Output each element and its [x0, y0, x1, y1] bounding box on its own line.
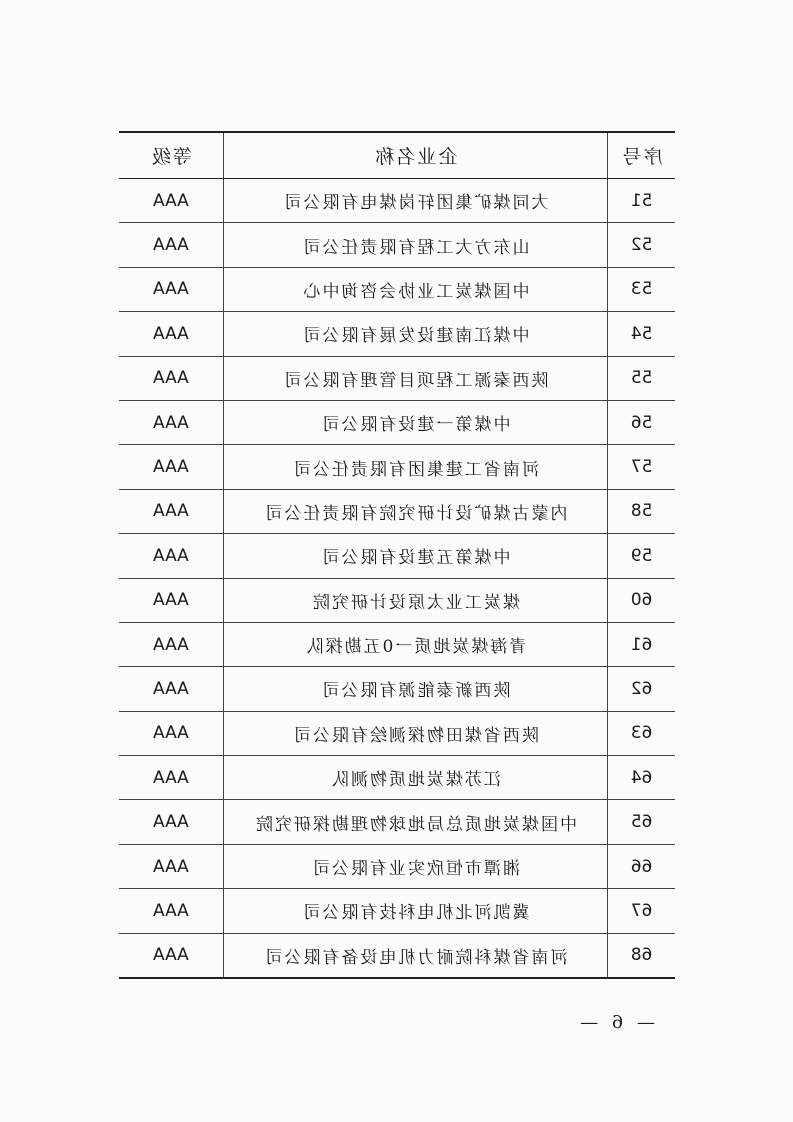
row-grade: AAA	[119, 356, 223, 400]
row-grade: AAA	[119, 933, 223, 978]
row-no: 58	[608, 489, 675, 533]
row-name: 内蒙古煤矿设计研究院有限责任公司	[223, 489, 607, 533]
table-row	[119, 578, 675, 622]
row-grade: AAA	[119, 400, 223, 444]
row-name: 河南省煤科院耐力机电设备有限公司	[223, 933, 607, 978]
row-no: 64	[608, 756, 675, 800]
table-row	[119, 756, 675, 800]
row-name: 中国煤炭地质总局地球物理勘探研究院	[223, 800, 607, 844]
row-name: 陕西省煤田物探测绘有限公司	[223, 711, 607, 755]
row-name: 中煤第五建设有限公司	[223, 534, 607, 578]
row-grade: AAA	[119, 312, 223, 356]
row-name: 陕西新泰能源有限公司	[223, 667, 607, 711]
row-grade: AAA	[119, 889, 223, 933]
table-row	[119, 933, 675, 978]
row-name: 冀凯河北机电科技有限公司	[223, 889, 607, 933]
row-grade: AAA	[119, 578, 223, 622]
row-name: 山东方大工程有限责任公司	[223, 223, 607, 267]
table-row	[119, 267, 675, 311]
row-no: 63	[608, 711, 675, 755]
table-row	[119, 667, 675, 711]
row-grade: AAA	[119, 534, 223, 578]
table-body	[119, 179, 675, 979]
table-row	[119, 622, 675, 666]
row-name: 陕西秦源工程项目管理有限公司	[223, 356, 607, 400]
row-name: 湘潭市恒欣实业有限公司	[223, 844, 607, 888]
row-grade: AAA	[119, 489, 223, 533]
table-row	[119, 800, 675, 844]
row-grade: AAA	[119, 223, 223, 267]
table-row	[119, 223, 675, 267]
row-no: 66	[608, 844, 675, 888]
row-no: 55	[608, 356, 675, 400]
row-grade: AAA	[119, 756, 223, 800]
row-name: 大同煤矿集团轩岗煤电有限公司	[223, 179, 607, 223]
row-no: 65	[608, 800, 675, 844]
table-row	[119, 534, 675, 578]
row-name: 煤炭工业太原设计研究院	[223, 578, 607, 622]
row-no: 67	[608, 889, 675, 933]
header-no: 序号	[608, 132, 675, 179]
table-row	[119, 400, 675, 444]
row-grade: AAA	[119, 844, 223, 888]
table-row	[119, 711, 675, 755]
table-row	[119, 445, 675, 489]
row-name: 青海煤炭地质一0五勘探队	[223, 622, 607, 666]
row-grade: AAA	[119, 711, 223, 755]
header-grade: 等级	[119, 132, 223, 179]
table-row	[119, 844, 675, 888]
row-grade: AAA	[119, 445, 223, 489]
row-no: 68	[608, 933, 675, 978]
row-no: 52	[608, 223, 675, 267]
header-name: 企业名称	[223, 132, 607, 179]
row-no: 51	[608, 179, 675, 223]
row-grade: AAA	[119, 800, 223, 844]
row-no: 59	[608, 534, 675, 578]
row-no: 61	[608, 622, 675, 666]
row-grade: AAA	[119, 179, 223, 223]
row-name: 中煤江南建设发展有限公司	[223, 312, 607, 356]
row-no: 62	[608, 667, 675, 711]
row-grade: AAA	[119, 267, 223, 311]
table-row	[119, 889, 675, 933]
table-header-row	[119, 132, 675, 179]
row-no: 60	[608, 578, 675, 622]
row-no: 53	[608, 267, 675, 311]
enterprise-table	[119, 131, 675, 979]
row-no: 56	[608, 400, 675, 444]
row-name: 河南省工建集团有限责任公司	[223, 445, 607, 489]
row-name: 中煤第一建设有限公司	[223, 400, 607, 444]
row-no: 54	[608, 312, 675, 356]
page-number: — 6 —	[576, 1012, 655, 1033]
row-grade: AAA	[119, 622, 223, 666]
table-row	[119, 312, 675, 356]
row-grade: AAA	[119, 667, 223, 711]
row-name: 中国煤炭工业协会咨询中心	[223, 267, 607, 311]
row-no: 57	[608, 445, 675, 489]
table-row	[119, 489, 675, 533]
table-row	[119, 179, 675, 223]
table-row	[119, 356, 675, 400]
row-name: 江苏煤炭地质物测队	[223, 756, 607, 800]
